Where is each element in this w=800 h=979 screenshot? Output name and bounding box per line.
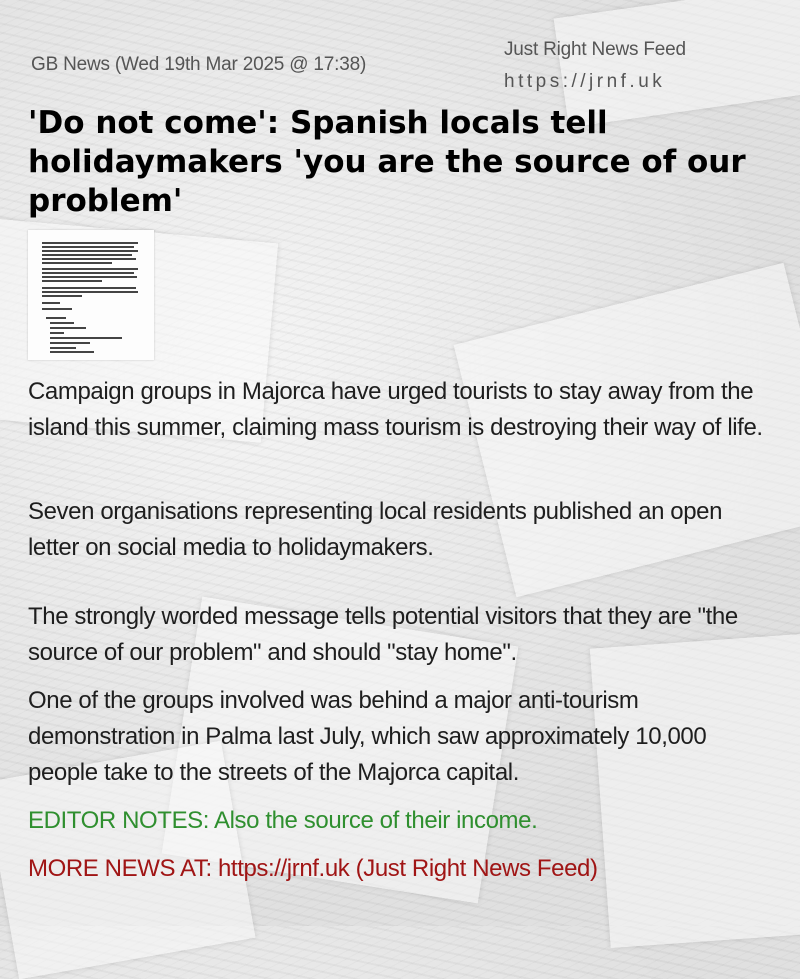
source-timestamp: GB News (Wed 19th Mar 2025 @ 17:38) (31, 54, 367, 75)
brand-block (504, 37, 686, 95)
editor-notes: EDITOR NOTES: Also the source of their income. (28, 807, 538, 834)
brand-url[interactable]: https://jrnf.uk (504, 71, 666, 92)
more-news-link[interactable]: MORE NEWS AT: https://jrnf.uk (Just Right News Feed) (28, 855, 598, 882)
article-paragraph: Seven organisations representing local residents published an open letter on social media to holidaymakers. (28, 498, 723, 561)
headline: 'Do not come': Spanish locals tell holidaymakers 'you are the source of our problem' (28, 105, 746, 219)
brand-name: Just Right News Feed (504, 39, 686, 60)
article-paragraph: One of the groups involved was behind a major anti-tourism demonstration in Palma last July, which saw approximately 10,000 people take to the streets of the Majorca capital. (28, 687, 707, 786)
open-letter-document-icon (28, 230, 154, 360)
article-paragraph: Campaign groups in Majorca have urged tourists to stay away from the island this summer, claiming mass tourism is destroying their way of life. (28, 378, 763, 441)
article-paragraph: The strongly worded message tells potential visitors that they are "the source of our problem" and should "stay home". (28, 603, 738, 666)
